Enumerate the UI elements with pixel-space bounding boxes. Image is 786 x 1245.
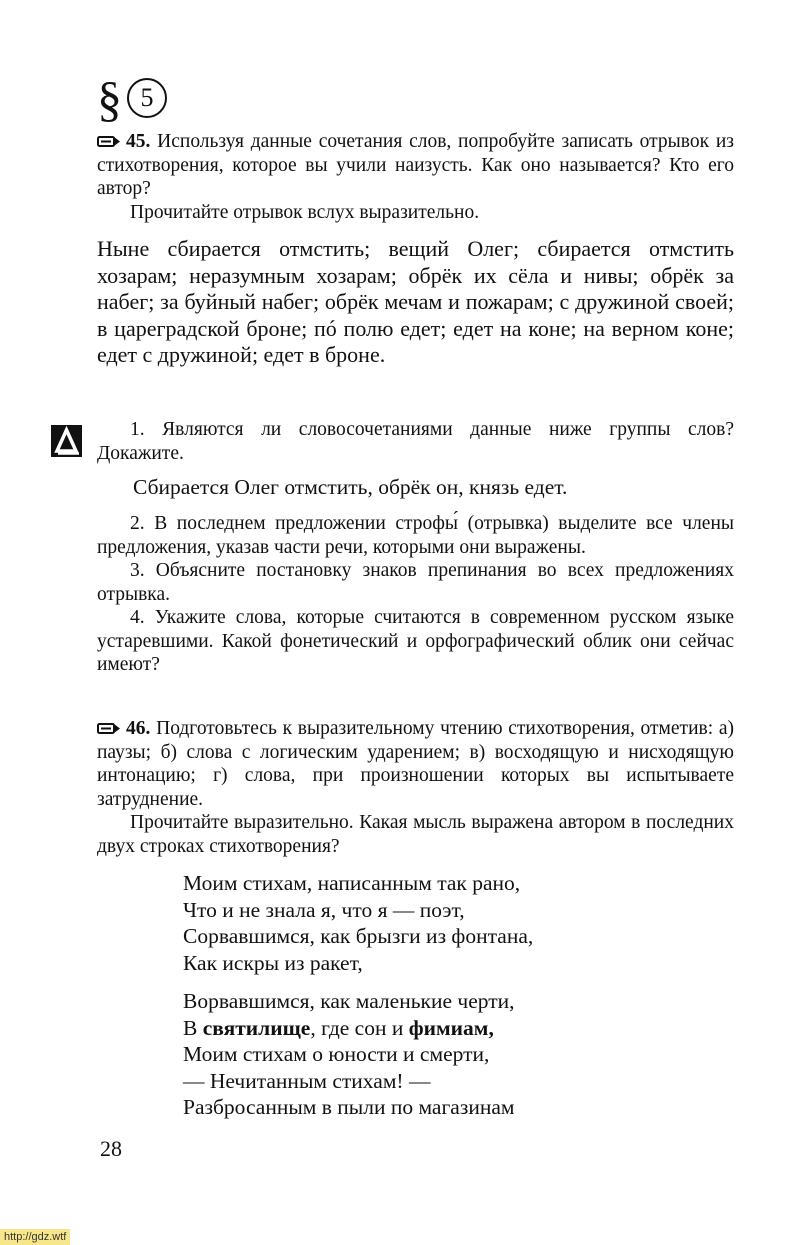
poem-line: В святилище, где сон и фимиам, bbox=[183, 1015, 494, 1040]
pen-icon bbox=[97, 135, 121, 148]
read-aloud-instruction: Прочитайте отрывок вслух выразительно. bbox=[130, 201, 480, 223]
exercise-text: Подготовьтесь к выразительному чтению стихотворения, отметив: а) паузы; б) слова с логическим ударением; в) восходящую и нисходящую интонацию; г) слова, при произношении которых вы испытываете затруднение. bbox=[97, 718, 735, 810]
question-1: 1. Являются ли словосочетаниями данные ниже группы слов? Докажите. bbox=[97, 419, 734, 464]
example-phrase: Сбирается Олег отмстить, обрёк он, князь едет. bbox=[133, 475, 568, 499]
poem-line: Моим стихам о юности и смерти, bbox=[183, 1042, 490, 1066]
exercise-46-instruction bbox=[97, 717, 734, 858]
section-sign: § bbox=[97, 71, 122, 127]
bold-word: фимиам bbox=[408, 1015, 489, 1040]
question-4: 4. Укажите слова, которые считаются в современном русском языке устаревшими. Какой фонетический и орфографический облик они сейчас имеют? bbox=[97, 607, 734, 675]
section-number: 5 bbox=[127, 78, 167, 118]
question-2: 2. В последнем предложении строфы́ (отрывка) выделите все члены предложения, указав части речи, которыми они выражены. bbox=[97, 513, 734, 558]
poem-fragment-text: Ныне сбирается отмстить; вещий Олег; сбирается отмстить хозарам; неразумным хозарам; обрёк их сёла и нивы; обрёк за набег; за буйный набег; обрёк мечам и пожарам; с дружиной своей; в цареградской броне; пó полю едет; едет на коне; на верном коне; едет с дружиной; едет в броне. bbox=[97, 236, 734, 367]
exercise-number: 45. bbox=[126, 131, 151, 152]
poem-line: Сорвавшимся, как брызги из фонтана, bbox=[183, 924, 534, 948]
watermark-link[interactable]: http://gdz.wtf bbox=[0, 1229, 70, 1245]
poem-line: Ворвавшимся, как маленькие черти, bbox=[183, 989, 515, 1013]
questions-2-4 bbox=[97, 512, 734, 677]
poem-stanza-2 bbox=[183, 988, 743, 1121]
exercise-46-question: Прочитайте выразительно. Какая мысль выражена автором в последних двух строках стихотворения? bbox=[97, 812, 734, 857]
poem-line: Как искры из ракет, bbox=[183, 950, 363, 975]
poem-line: Разбросанным в пыли по магазинам bbox=[183, 1095, 515, 1119]
exercise-text: Используя данные сочетания слов, попробуйте записать отрывок из стихотворения, которое вы учили наизусть. Как оно называется? Кто его автор? bbox=[97, 131, 734, 199]
exercise-45-instruction bbox=[97, 130, 734, 224]
bold-word: святилище bbox=[202, 1015, 311, 1040]
poem-line: Что и не знала я, что я — поэт, bbox=[183, 897, 465, 922]
pen-icon bbox=[97, 722, 121, 735]
poem-stanza-1 bbox=[183, 870, 743, 976]
exercise-number: 46. bbox=[126, 718, 151, 739]
poem-line: Моим стихам, написанным так рано, bbox=[183, 871, 521, 895]
task-marker-icon bbox=[51, 425, 82, 457]
poem-line: — Нечитанным стихам! — bbox=[183, 1068, 431, 1093]
question-3: 3. Объясните постановку знаков препинания во всех предложениях отрывка. bbox=[97, 560, 734, 605]
page-number: 28 bbox=[100, 1136, 122, 1161]
